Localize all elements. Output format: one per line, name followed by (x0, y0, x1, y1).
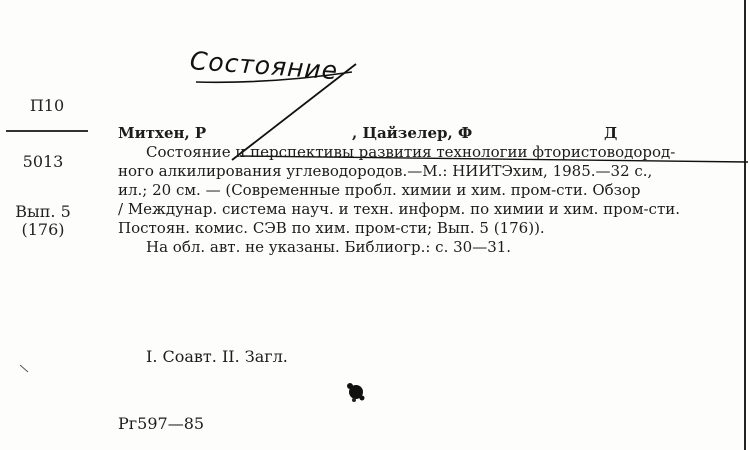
author-1: Митхен, Р (118, 124, 207, 142)
entry-line: Состояние и перспективы развития технологии фтористоводород- (146, 143, 676, 161)
tracings: I. Соавт. II. Загл. (146, 347, 288, 366)
handwritten-note: Состояние (188, 46, 340, 86)
author-3: Д (604, 124, 618, 142)
margin-rule (6, 130, 88, 132)
handwritten-underline (196, 72, 352, 82)
catalog-number: 5013 (22, 152, 64, 171)
author-2: , Цайзелер, Ф (352, 124, 473, 142)
issue-label: Вып. 5 (15, 202, 71, 221)
entry-line: / Междунар. система науч. и техн. информ. по химии и хим. пром-сти. (118, 200, 681, 218)
entry-line: ил.; 20 см. — (Современные пробл. химии и хим. пром-сти. Обзор (118, 181, 641, 199)
section-code: П10 (29, 96, 65, 115)
entry-note: На обл. авт. не указаны. Библиогр.: с. 30—31. (146, 238, 512, 256)
issue-number: (176) (21, 220, 65, 239)
entry-line: ного алкилирования углеводородов.—М.: НИИТЭхим, 1985.—32 с., (118, 162, 653, 180)
stray-mark (20, 365, 28, 372)
order-number: Рг597—85 (118, 414, 205, 433)
entry-line: Постоян. комис. СЭВ по хим. пром-сти; Вып. 5 (176)). (118, 219, 545, 237)
